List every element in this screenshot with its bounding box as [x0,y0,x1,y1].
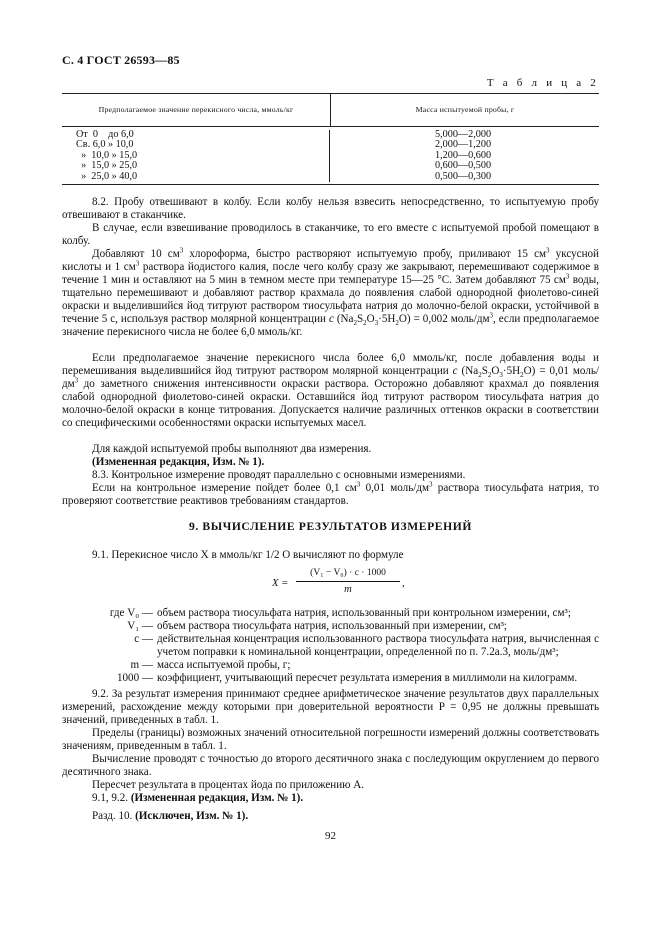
table-header-perekis: Предполагаемое значение перекисного числа, ммоль/кг [62,94,331,126]
paragraph-error-limits: Пределы (границы) возможных значений относительной погрешности измерений должны соответствовать значениям, приведенным в табл. 1. [62,727,599,753]
legend-symbol: c — [134,633,153,646]
legend-text: масса испытуемой пробы, г; [157,659,291,672]
page-header: С. 4 ГОСТ 26593—85 [62,53,180,67]
section-10-note: Разд. 10. (Исключен, Изм. № 1). [92,810,249,822]
table-col-mass [330,130,599,182]
legend-row [62,607,599,620]
table-cell: 0,600—0,500 [435,160,492,172]
table-label: Т а б л и ц а 2 [486,77,599,89]
table-cell: » 10,0 » 15,0 [76,149,138,161]
legend-symbol: m — [130,659,153,672]
amendment-note: (Измененная редакция, Изм. № 1). [92,456,265,468]
table-cell: 1,200—0,600 [435,149,492,161]
amendment-9: 9.1, 9.2. (Измененная редакция, Изм. № 1). [92,792,304,804]
legend-row [62,659,599,672]
formula-legend [62,607,599,685]
paragraph-procedure: Добавляют 10 $см^3$ хлороформа, быстро растворяют испытуемую пробу, приливают 15 $см^3$ уксусной кислоты и 1 $см^3$ раствора йодистого калия, после чего колбу сразу же закрывают, перемешивают содержимое в течение 1 мин и оставляют на 5 мин в темном месте при температуре 15—25 °С. Затем добавляют 75 $см^3$ воды, тщательно перемешивают и добавляют раствор крахмала до появления слабой однородной фиолетово-синей окраски и выделившийся йод титруют раствором тиосульфата натрия до молочно-белой окраски, устойчивой в течение 5 с, используя раствор молярной концентрации c $(Na_2S_2O_3\cdot 5H_2O) = 0,002$ моль/$дм^3$, если предполагаемое значение перекисного числа не более 6,0 ммоль/кг. [62,246,599,339]
formula-denominator: m [344,584,352,596]
legend-symbol: где V₀ — [109,607,153,619]
paragraph-control: Если на контрольное измерение пойдет более 0,1 $см^3$ 0,01 моль/$дм^3$ раствора тиосульфата натрия, то проверяют соответствие реактивов требованиям стандартов. [62,480,599,508]
table-cell: 5,000—2,000 [435,129,492,140]
table-2 [62,93,599,185]
formula-fraction [296,567,400,596]
table-header-massa: Масса испытуемой пробы, г [415,105,515,115]
paragraph-precision: Вычисление проводят с точностью до второго десятичного знака с последующим округлением до первого десятичного знака. [62,753,599,779]
legend-text: объем раствора тиосульфата натрия, использованный при контрольном измерении, см³; [157,607,571,619]
formula-lhs: X = [272,578,289,589]
paragraph-8-2: 8.2. Пробу отвешивают в колбу. Если колбу нельзя взвесить непосредственно, то испытуемую пробу отвешивают в стаканчике. [62,196,599,222]
paragraph-9-1: 9.1. Перекисное число X в ммоль/кг 1/2 O вычисляют по формуле [92,549,404,561]
paragraph-weighing: В случае, если взвешивание проводилось в стаканчике, то его вместе с испытуемой пробой помещают в колбу. [62,222,599,248]
table-cell: 2,000—1,200 [435,139,492,151]
table-col-range [62,130,330,182]
formula-numerator: (V₁ − V₀) · c · 1000 [296,567,400,582]
paragraph-iodine: Пересчет результата в процентах йода по приложению А. [92,779,365,791]
paragraph-9-2: 9.2. За результат измерения принимают среднее арифметическое значение результатов двух параллельных измерений, расхождение между которыми при доверительной вероятности P = 0,95 не должны превышать значений, приведенных в табл. 1. [62,688,599,727]
legend-text: действительная концентрация использованного раствора тиосульфата натрия, вычисленная с учетом поправки к номинальной концентрации, определенной по п. 7.2а.3, моль/дм³; [157,633,599,659]
page-number: 92 [325,830,336,842]
legend-symbol: V₁ — [127,620,153,633]
section-9-title: 9. ВЫЧИСЛЕНИЕ РЕЗУЛЬТАТОВ ИЗМЕРЕНИЙ [189,520,472,533]
table-cell: » 25,0 » 40,0 [76,170,138,182]
paragraph-high-value: Если предполагаемое значение перекисного числа более 6,0 ммоль/кг, после добавления воды и перемешивания выделившийся йод титруют раствором молярной концентрации c $(Na_2S_2O_3\cdot 5H_2O) = 0,01$ моль/$дм^3$ до заметного снижения интенсивности окраски раствора. Осторожно добавляют крахмал до появления слабой однородной фиолетово-синей окраски. Оставшийся йод титруют раствором тиосульфата натрия до молочно-белой окраски в конце титрования. Допускается наличие различных оттенков окраски в соответствии со специфическими особенностями окраски испытуемых масел. [62,352,600,430]
legend-text: коэффициент, учитывающий пересчет результата измерения в миллимоли на килограмм. [157,672,578,685]
legend-text: объем раствора тиосульфата натрия, использованный при измерении, см³; [157,620,507,633]
table-header-row [62,94,599,127]
legend-row [62,633,599,659]
table-cell: Св. 6,0 » 10,0 [76,139,134,151]
table-body [62,127,599,184]
formula [272,567,432,599]
paragraph-two-measurements: Для каждой испытуемой пробы выполняют два измерения. [92,443,372,455]
table-cell: » 15,0 » 25,0 [76,160,138,172]
table-cell: 0,500—0,300 [435,170,492,182]
legend-row [62,672,599,685]
legend-symbol: 1000 — [116,672,153,685]
paragraph-8-3: 8.3. Контрольное измерение проводят параллельно с основными измерениями. [92,469,466,481]
formula-tail: , [402,578,405,589]
legend-row [62,620,599,633]
table-cell: От 0 до 6,0 [76,129,134,140]
